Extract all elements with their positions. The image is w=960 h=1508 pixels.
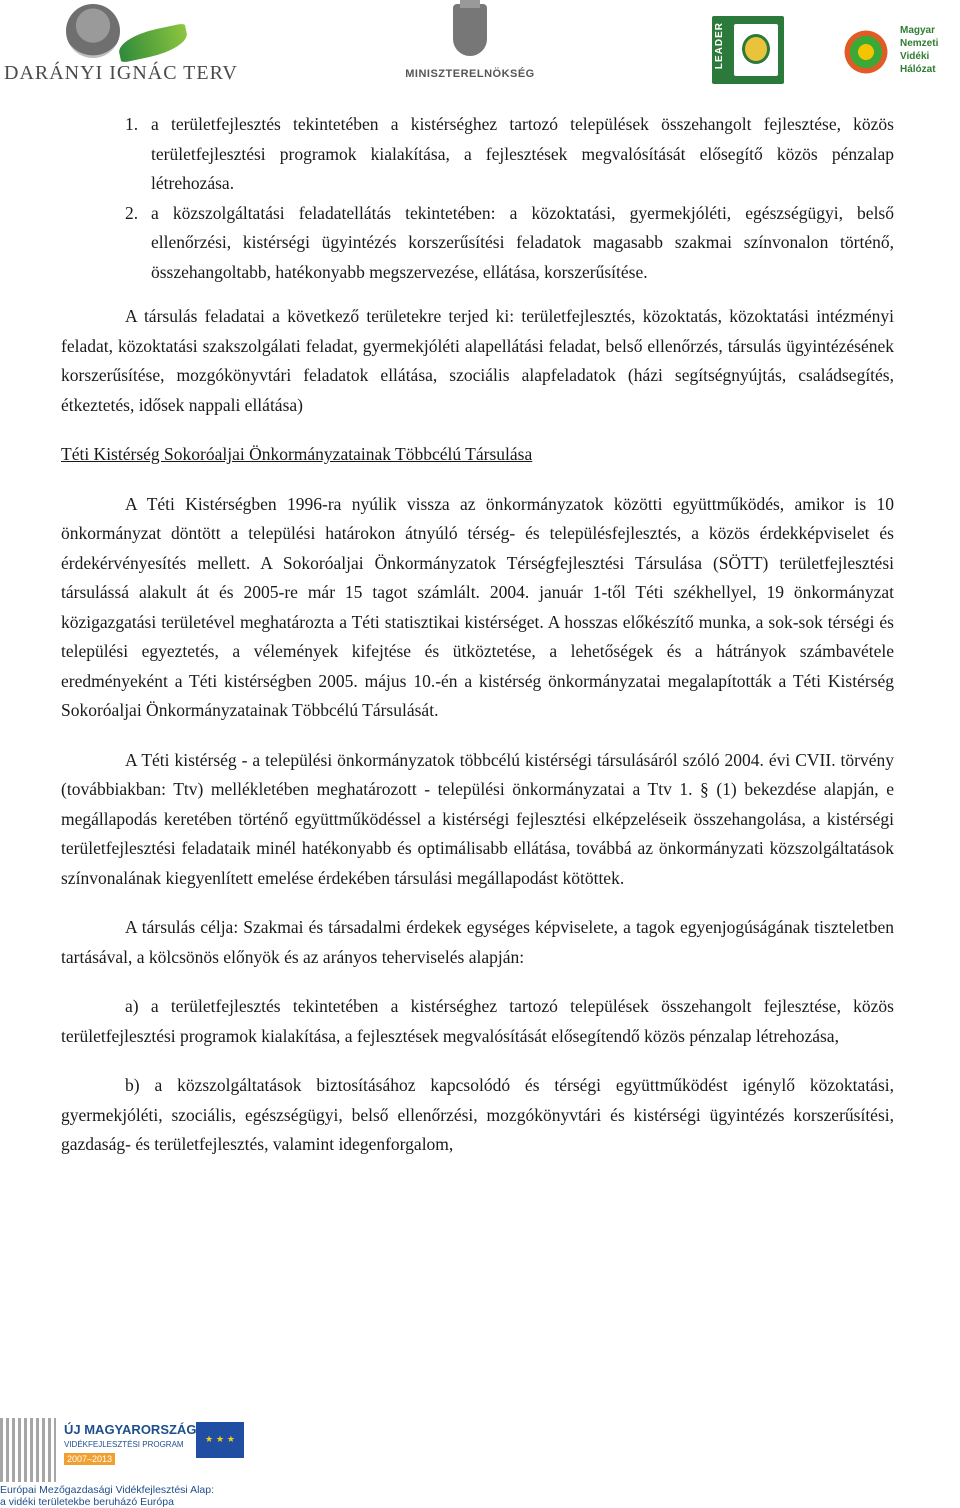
daranyi-logo-text: DARÁNYI IGNÁC TERV [4, 62, 238, 84]
list-item [61, 199, 894, 288]
page-footer [0, 1418, 960, 1506]
miniszterelnokseg-logo [405, 2, 535, 88]
portrait-icon [66, 4, 120, 58]
eu-fund-line-1: Európai Mezőgazdasági Vidékfejlesztési Alap: [0, 1484, 215, 1496]
list-item-text: a területfejlesztés tekintetében a kistérséghez tartozó települések összehangolt fejlesztése, közös területfejlesztési programok kialakítása, a fejlesztések megvalósítását elősegítő közös pénzalap létrehozása. [151, 114, 894, 193]
ujm-subtitle: VIDÉKFEJLESZTÉSI PROGRAM [64, 1440, 184, 1449]
uj-magyarorszag-logo [64, 1422, 197, 1480]
list-item-number: 1. [125, 114, 139, 134]
section-title: Téti Kistérség Sokoróaljai Önkormányzatainak Többcélú Társulása [61, 444, 533, 464]
mnvh-line-4: Hálózat [900, 64, 936, 75]
list-item-text: a közszolgáltatási feladatellátás tekintetében: a közoktatási, gyermekjóléti, egészségügyi, belső ellenőrzési, kistérségi ügyintézés korszerűsítési feladatok magasabb szakmai színvonalon történő, összehangoltabb, hatékonyabb megszervezése, ellátása, korszerűsítése. [151, 202, 894, 282]
leader-emblem-icon [734, 24, 778, 76]
ministry-logo-text: MINISZTERELNÖKSÉG [405, 68, 535, 80]
leader-logo-text: LEADER [714, 22, 725, 70]
mnvh-logo-text [900, 24, 938, 76]
daranyi-ignac-terv-logo [0, 0, 238, 88]
list-item [61, 110, 894, 199]
eu-fund-text [0, 1484, 214, 1508]
eu-flag-icon: ★ ★ ★ [196, 1422, 244, 1458]
paragraph-goal: A társulás célja: Szakmai és társadalmi érdekek egységes képviselete, a tagok egyenjogúságának tiszteletben tartásával, a kölcsönös előnyök és az arányos teherviselés alapján: [61, 917, 894, 967]
eu-fund-line-2: a vidéki területekbe beruházó Európa [0, 1496, 174, 1508]
mnvh-line-1: Magyar [900, 25, 936, 36]
ujm-years: 2007–2013 [64, 1453, 115, 1465]
leader-logo [712, 16, 784, 84]
flower-icon [840, 28, 892, 76]
paragraph-law: A Téti kistérség - a települési önkormányzatok többcélú kistérségi társulásáról szóló 2004. évi CVII. törvény (továbbiakban: Ttv) mellékletében meghatározott - települési önkormányzatai a Ttv 1. § (1) bekezdése alapján, e megállapodás keretében történő együttműködéssel a kistérségi fejlesztési elképzeléseik összehangolása, a kistérségi területfejlesztési feladataik minél hatékonyabb és optimálisabb ellátása, továbbá az önkormányzati közszolgáltatások színvonalának kiegyenlített emelése érdekében társulási megállapodást kötöttek. [61, 749, 894, 888]
mnvh-line-2: Nemzeti [900, 38, 939, 49]
page-header [0, 0, 960, 90]
magyar-nemzeti-videki-halozat-logo [836, 20, 960, 84]
mnvh-line-3: Vidéki [900, 51, 930, 62]
coat-of-arms-icon [453, 4, 487, 56]
paragraph-tasks: A társulás feladatai a következő területekre terjed ki: területfejlesztés, közoktatás, közoktatási intézményi feladat, közoktatási szakszolgálati feladat, gyermekjóléti alapellátási feladat, belső ellenőrzés, társulás ügyintézésének korszerűsítése, mozgókönyvtári feladatok ellátása, szociális alapfeladatok (házi segítségnyújtás, családsegítés, étkeztetés, idősek nappali ellátása) [61, 306, 894, 415]
ujm-title: ÚJ MAGYARORSZÁG [64, 1422, 197, 1437]
paragraph-point-a: a) a területfejlesztés tekintetében a kistérséghez tartozó települések összehangolt fejlesztése, közös területfejlesztési programok kialakítása, a fejlesztések megvalósítását elősegítendő közös pénzalap létrehozása, [61, 996, 894, 1046]
numbered-list [61, 110, 894, 287]
hungarian-government-emblem-icon [0, 1418, 56, 1482]
document-body [61, 110, 894, 1160]
leaf-icon [116, 23, 190, 63]
list-item-number: 2. [125, 202, 139, 223]
paragraph-point-b: b) a közszolgáltatások biztosításához kapcsolódó és térségi együttműködést igénylő közoktatási, gyermekjóléti, szociális, egészségügyi, belső ellenőrzési, mozgókönyvtári és kistérségi ügyintézés korszerűsítési, gazdaság- és területfejlesztés, valamint idegenforgalom, [61, 1075, 894, 1154]
paragraph-history: A Téti Kistérségben 1996-ra nyúlik vissza az önkormányzatok közötti együttműködés, amikor is 10 önkormányzat döntött a települési határokon átnyúló térség- és településfejlesztés, a közös érdekképviselet és érdekérvényesítés mellett. A Sokoróaljai Önkormányzatok Térségfejlesztési Társulása (SÖTT) területfejlesztési társulássá alakult át és 2005-re már 15 tagot számlált. 2004. január 1-től Téti székhellyel, 19 önkormányzat közigazgatási területével meghatározta a Téti statisztikai kistérséget. A hosszas előkészítő munka, a sok-sok térségi és települési egyeztetés, a vélemények kifejtése és ütköztetése, a lehetőségek és a hátrányok számbavétele eredményeként a Téti kistérségben 2005. május 10.-én a kistérség önkormányzatai megalapították a Téti Kistérség Sokoróaljai Önkormányzatainak Többcélú Társulását. [61, 493, 894, 720]
